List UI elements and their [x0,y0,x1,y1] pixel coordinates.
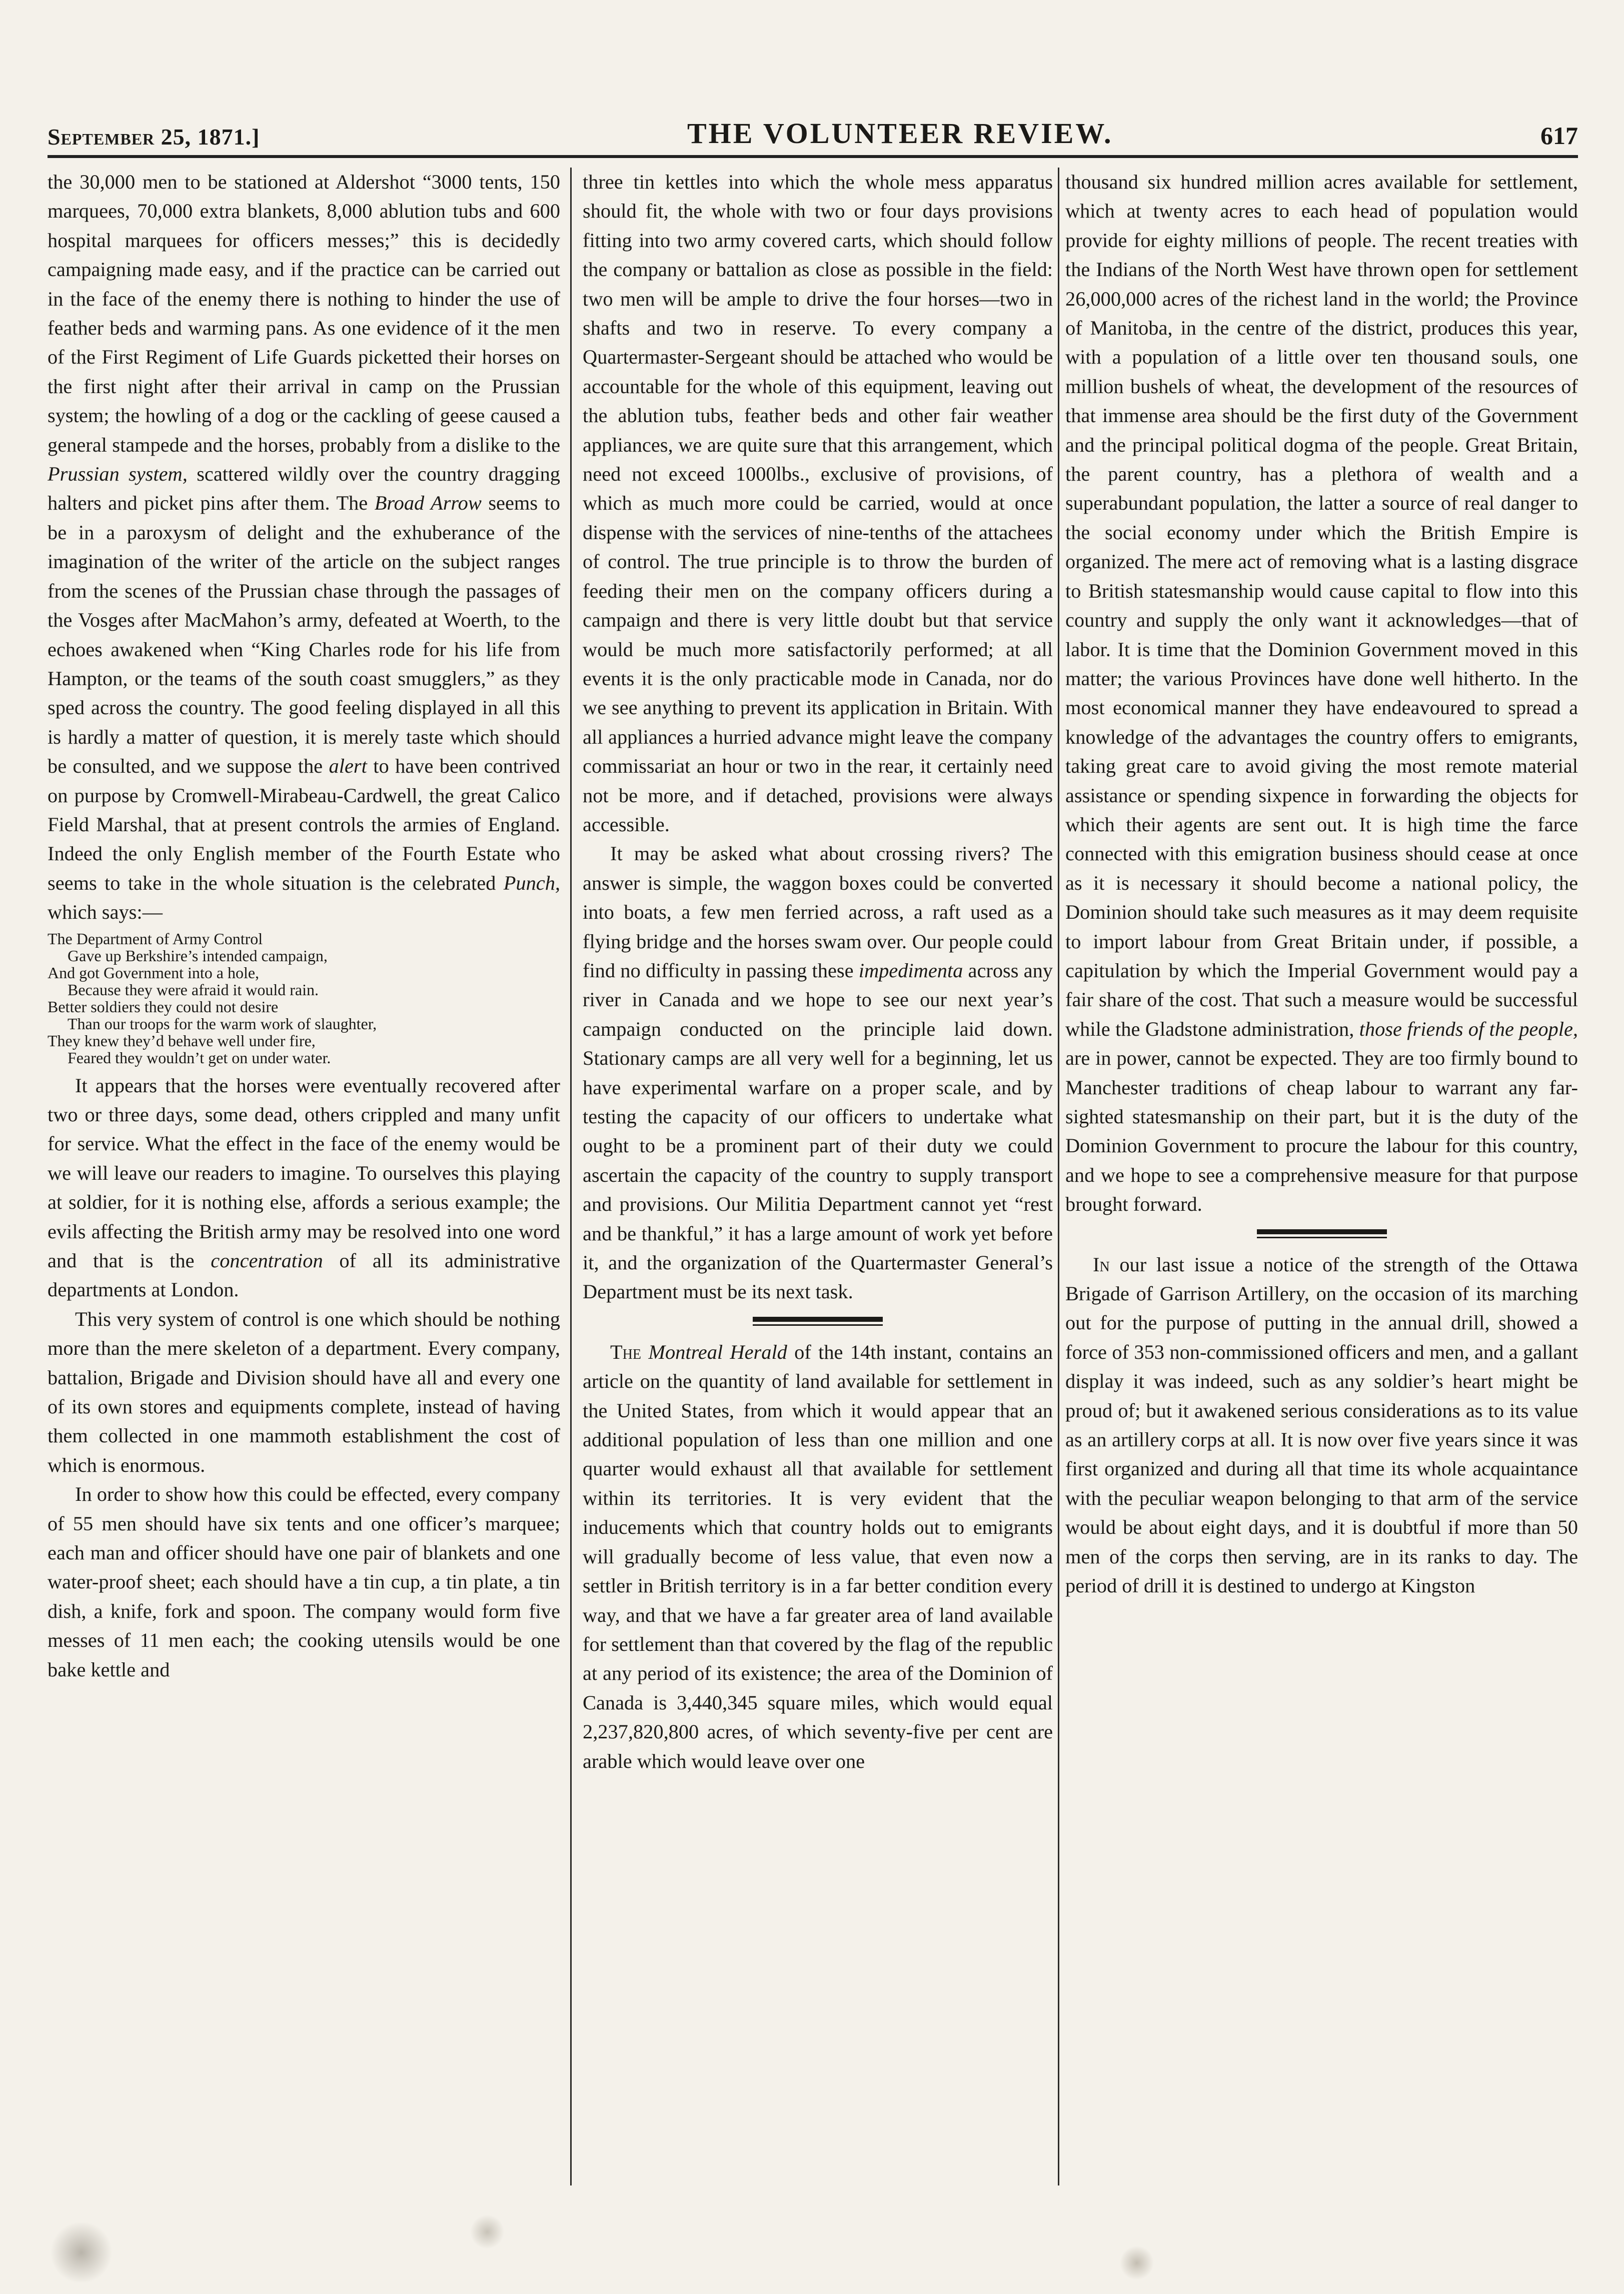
punch-verse [48,930,560,1066]
verse-line: Because they were afraid it would rain. [68,980,319,999]
paragraph: thousand six hundred million acres available for settlement, which at twenty acres to each head of population would provide for eighty millions of people. The recent treaties with the Indians of the North West have thrown open for settlement 26,000,000 acres of the richest land in the world; the Province of Manitoba, in the centre of the district, produces this year, with a population of a little over ten thousand souls, one million bushels of wheat, the development of the resources of that immense area should be the first duty of the Government and the principal political dogma of the people. Great Britain, the parent country, has a plethora of wealth and a superabundant population, the latter a source of real danger to the social economy under which the British Empire is organized. The mere act of removing what is a lasting disgrace to British statesmanship would cause capital to flow into this country and supply the only want it acknowledges—that of labor. It is time that the Dominion Government moved in this matter; the various Provinces have done well hitherto. In the most economical manner they have endeavoured to spread a knowledge of the advantages the country offers to emigrants, taking great care to avoid giving the most remote material assistance or spending sixpence in forwarding the objects for which their agents are sent out. It is high time the farce connected with this emigration business should cease at once as it is necessary it should become a national policy, the Dominion should take such measures as it may deem requisite to import labour from Great Britain under, if possible, a capitulation by which the Imperial Government would pay a fair share of the cost. That such a measure would be successful while the Gladstone administration, those friends of the people, are in power, cannot be expected. They are too firmly bound to Manchester traditions of cheap labour to warrant any far-sighted statesmanship on their part, but it is the duty of the Dominion Government to procure the labour for this country, and we hope to see a comprehensive measure for that purpose brought forward. [1065,171,1578,1216]
verse-line: Gave up Berkshire’s intended campaign, [68,946,328,965]
issue-date: September 25, 1871.] [48,124,260,150]
section-divider [1065,1229,1578,1238]
page-number: 617 [1540,122,1578,150]
paragraph: the 30,000 men to be stationed at Aldershot “3000 tents, 150 marquees, 70,000 extra blankets, 8,000 ablution tubs and 600 hospital marquees for officers messes;” this is decidedly campaigning made easy, and if the practice can be carried out in the face of the enemy there is nothing to hinder the use of feather beds and warming pans. As one evidence of it the men of the First Regiment of Life Guards picketted their horses on the first night after their arrival in camp on the Prussian system; the howling of a dog or the cackling of geese caused a general stampede and the horses, probably from a dislike to the Prussian system, scattered wildly over the country dragging halters and picket pins after them. The Broad Arrow seems to be in a paroxysm of delight and the exhuberance of the imagination of the writer of the article on the subject ranges from the scenes of the Prussian chase through the passages of the Vosges after MacMahon’s army, defeated at Woerth, to the echoes awakened when “King Charles rode for his life from Hampton, or the teams of the south coast smugglers,” as they sped across the country. The good feeling displayed in all this is hardly a matter of question, it is merely taste which should be consulted, and we suppose the alert to have been contrived on purpose by Cromwell-Mirabeau-Cardwell, the great Calico Field Marshal, that at present controls the armies of England. Indeed the only English member of the Fourth Estate who seems to take in the whole situation is the celebrated Punch, which says:— [48,171,560,924]
page-header [48,105,1578,158]
paragraph: In our last issue a notice of the strength of the Ottawa Brigade of Garrison Artillery, on the occasion of its marching out for the purpose of putting in the annual drill, showed a force of 353 non-commissioned officers and men, and a gallant display it was indeed, such as any soldier’s heart might be proud of; but it awakened serious considerations as to its value as an artillery corps at all. It is now over five years since it was first organized and during all that time its whole acquaintance with the peculiar weapon belonging to that arm of the service would be about eight days, and it is doubtful if more than 50 men of the corps then serving, are in its ranks to day. The period of drill it is destined to undergo at Kingston [1065,1253,1578,1597]
paragraph: three tin kettles into which the whole mess apparatus should fit, the whole with two or four days provisions fitting into two army covered carts, which should follow the company or battalion as close as possible in the field: two men will be ample to drive the four horses—two in shafts and two in reserve. To every company a Quartermaster-Sergeant should be attached who would be accountable for the whole of this equipment, leaving out the ablution tubs, feather beds and other fair weather appliances, we are quite sure that this arrangement, which need not exceed 1000lbs., exclusive of provisions, of which as much more could be carried, would at once dispense with the services of nine-tenths of the attachees of control. The true principle is to throw the burden of feeding their men on the company officers during a campaign and there is very little doubt but that service would be much more satisfactorily performed; at all events it is the only practicable mode in Canada, nor do we see anything to prevent its application in Britain. With all appliances a hurried advance might leave the company commissariat an hour or two in the rear, it certainly need not be more, and if detached, provisions were always accessible. [583,171,1053,836]
column-rule-right [1058,168,1059,2185]
publication-title: THE VOLUNTEER REVIEW. [687,117,1113,150]
paper-texture [0,2190,1624,2294]
verse-line: And got Government into a hole, [48,963,260,982]
column-2 [583,168,1053,2188]
verse-line: Feared they wouldn’t get on under water. [68,1048,331,1067]
column-rule-left [570,168,572,2185]
column-1 [48,168,560,2188]
verse-line: They knew they’d behave well under fire, [48,1031,316,1050]
paragraph: This very system of control is one which should be nothing more than the mere skeleton of a department. Every company, battalion, Brigade and Division should have all and every one of its own stores and equipments complete, instead of having them collected in one mammoth establishment the cost of which is enormous. [48,1307,560,1476]
section-divider [583,1317,1053,1326]
verse-line: Than our troops for the warm work of slaughter, [68,1014,377,1033]
paragraph: It may be asked what about crossing rivers? The answer is simple, the waggon boxes could be converted into boats, a few men ferried across, a raft used as a flying bridge and the horses swam over. Our people could find no difficulty in passing these impedimenta across any river in Canada and we hope to see our next year’s campaign conducted on the principle laid down. Stationary camps are all very well for a beginning, let us have experimental warfare on a proper scale, and by testing the capacity of our officers to undertake what ought to be a prominent part of their duty we could ascertain the capacity of the country to supply transport and provisions. Our Militia Department cannot yet “rest and be thankful,” it has a large amount of work yet before it, and the organization of the Quartermaster General’s Department must be its next task. [583,842,1053,1303]
paragraph: In order to show how this could be effected, every company of 55 men should have six tents and one officer’s marquee; each man and officer should have one pair of blankets and one water-proof sheet; each should have a tin cup, a tin plate, a tin dish, a knife, fork and spoon. The company would form five messes of 11 men each; the cooking utensils would be one bake kettle and [48,1483,560,1681]
paragraph: The Montreal Herald of the 14th instant, contains an article on the quantity of land available for settlement in the United States, from which it would appear that an additional population of less than one million and one quarter would exhaust all that available for settlement within its territories. It is very evident that the inducements which that country holds out to emigrants will gradually become of less value, that even now a settler in British territory is in a far better condition every way, and that we have a far greater area of land available for settlement than that covered by the flag of the republic at any period of its existence; the area of the Dominion of Canada is 3,440,345 square miles, which would equal 2,237,820,800 acres, of which seventy-five per cent are arable which would leave over one [583,1340,1053,1772]
column-3 [1065,168,1578,2188]
verse-line: Better soldiers they could not desire [48,997,279,1016]
verse-line: The Department of Army Control [48,929,263,948]
paragraph: It appears that the horses were eventually recovered after two or three days, some dead, others crippled and many unfit for service. What the effect in the face of the enemy would be we will leave our readers to imagine. To ourselves this playing at soldier, for it is nothing else, affords a serious example; the evils affecting the British army may be resolved into one word and that is the concentration of all its administrative departments at London. [48,1074,560,1301]
